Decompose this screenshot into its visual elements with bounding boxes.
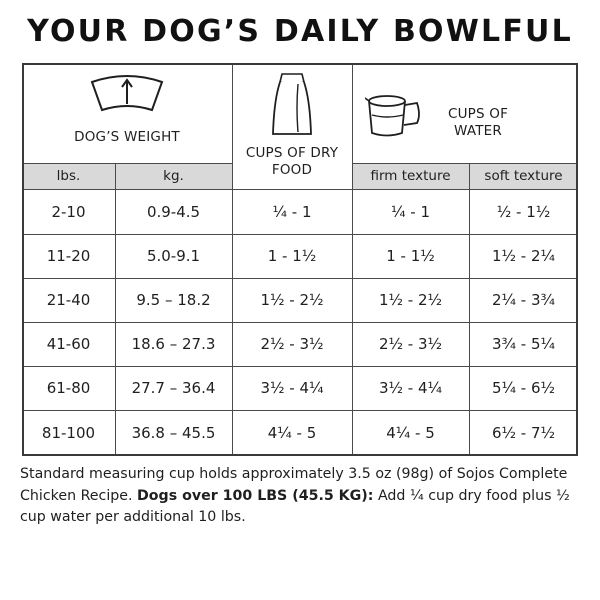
cell-dry: 4¼ - 5	[267, 424, 317, 442]
cell-firm: 2½ - 3½	[378, 335, 443, 353]
cell-kg: 18.6 – 27.3	[131, 335, 216, 353]
cell-kg: 9.5 – 18.2	[136, 291, 211, 309]
footnote-text-end: Add ¼ cup dry food plus ½ cup water per additional 10 lbs.	[20, 487, 570, 525]
cell-soft: 1½ - 2¼	[491, 247, 556, 265]
cell-lbs: 61-80	[46, 379, 91, 397]
cell-soft: 3¾ - 5¼	[491, 335, 556, 353]
cell-lbs: 41-60	[46, 335, 91, 353]
firm-texture-header: firm texture	[370, 168, 451, 184]
dog-weight-header: DOG’S WEIGHT	[74, 128, 180, 145]
footnote	[20, 464, 586, 529]
feeding-table	[22, 63, 578, 456]
cell-kg: 0.9-4.5	[146, 202, 201, 221]
cell-soft: 6½ - 7½	[491, 424, 556, 442]
cell-firm: 1 - 1½	[386, 247, 435, 265]
lbs-header: lbs.	[56, 168, 81, 184]
cell-dry: ¼ - 1	[272, 202, 312, 221]
cell-lbs: 21-40	[46, 291, 91, 309]
cell-firm: 1½ - 2½	[378, 291, 443, 309]
cell-kg: 27.7 – 36.4	[131, 379, 216, 397]
cell-kg: 5.0-9.1	[146, 247, 201, 265]
cell-lbs: 11-20	[46, 247, 91, 265]
cell-lbs: 2-10	[51, 202, 86, 221]
water-header: CUPS OF WATER	[447, 106, 509, 139]
cell-firm: ¼ - 1	[390, 202, 431, 221]
cell-soft: ½ - 1½	[496, 202, 551, 221]
cell-lbs: 81-100	[41, 424, 96, 442]
footnote-text: Standard measuring cup holds approximately 3.5 oz (98g) of Sojos Complete Chicken Recipe.	[20, 466, 568, 504]
cell-soft: 2¼ - 3¾	[491, 291, 556, 309]
soft-texture-header: soft texture	[484, 168, 563, 184]
page-title: YOUR DOG’S DAILY BOWLFUL	[27, 14, 573, 49]
table-border	[22, 63, 578, 456]
dry-food-header: CUPS OF DRY FOOD	[245, 145, 339, 178]
cell-dry: 1 - 1½	[267, 247, 317, 265]
cell-dry: 3½ - 4¼	[260, 379, 324, 397]
cell-dry: 1½ - 2½	[260, 291, 324, 309]
cell-firm: 4¼ - 5	[386, 424, 435, 442]
cell-dry: 2½ - 3½	[260, 335, 324, 353]
cell-firm: 3½ - 4¼	[378, 379, 443, 397]
cell-kg: 36.8 – 45.5	[131, 424, 216, 442]
cell-soft: 5¼ - 6½	[491, 379, 556, 397]
kg-header: kg.	[163, 168, 184, 184]
footnote-bold: Dogs over 100 LBS (45.5 KG):	[137, 487, 374, 504]
